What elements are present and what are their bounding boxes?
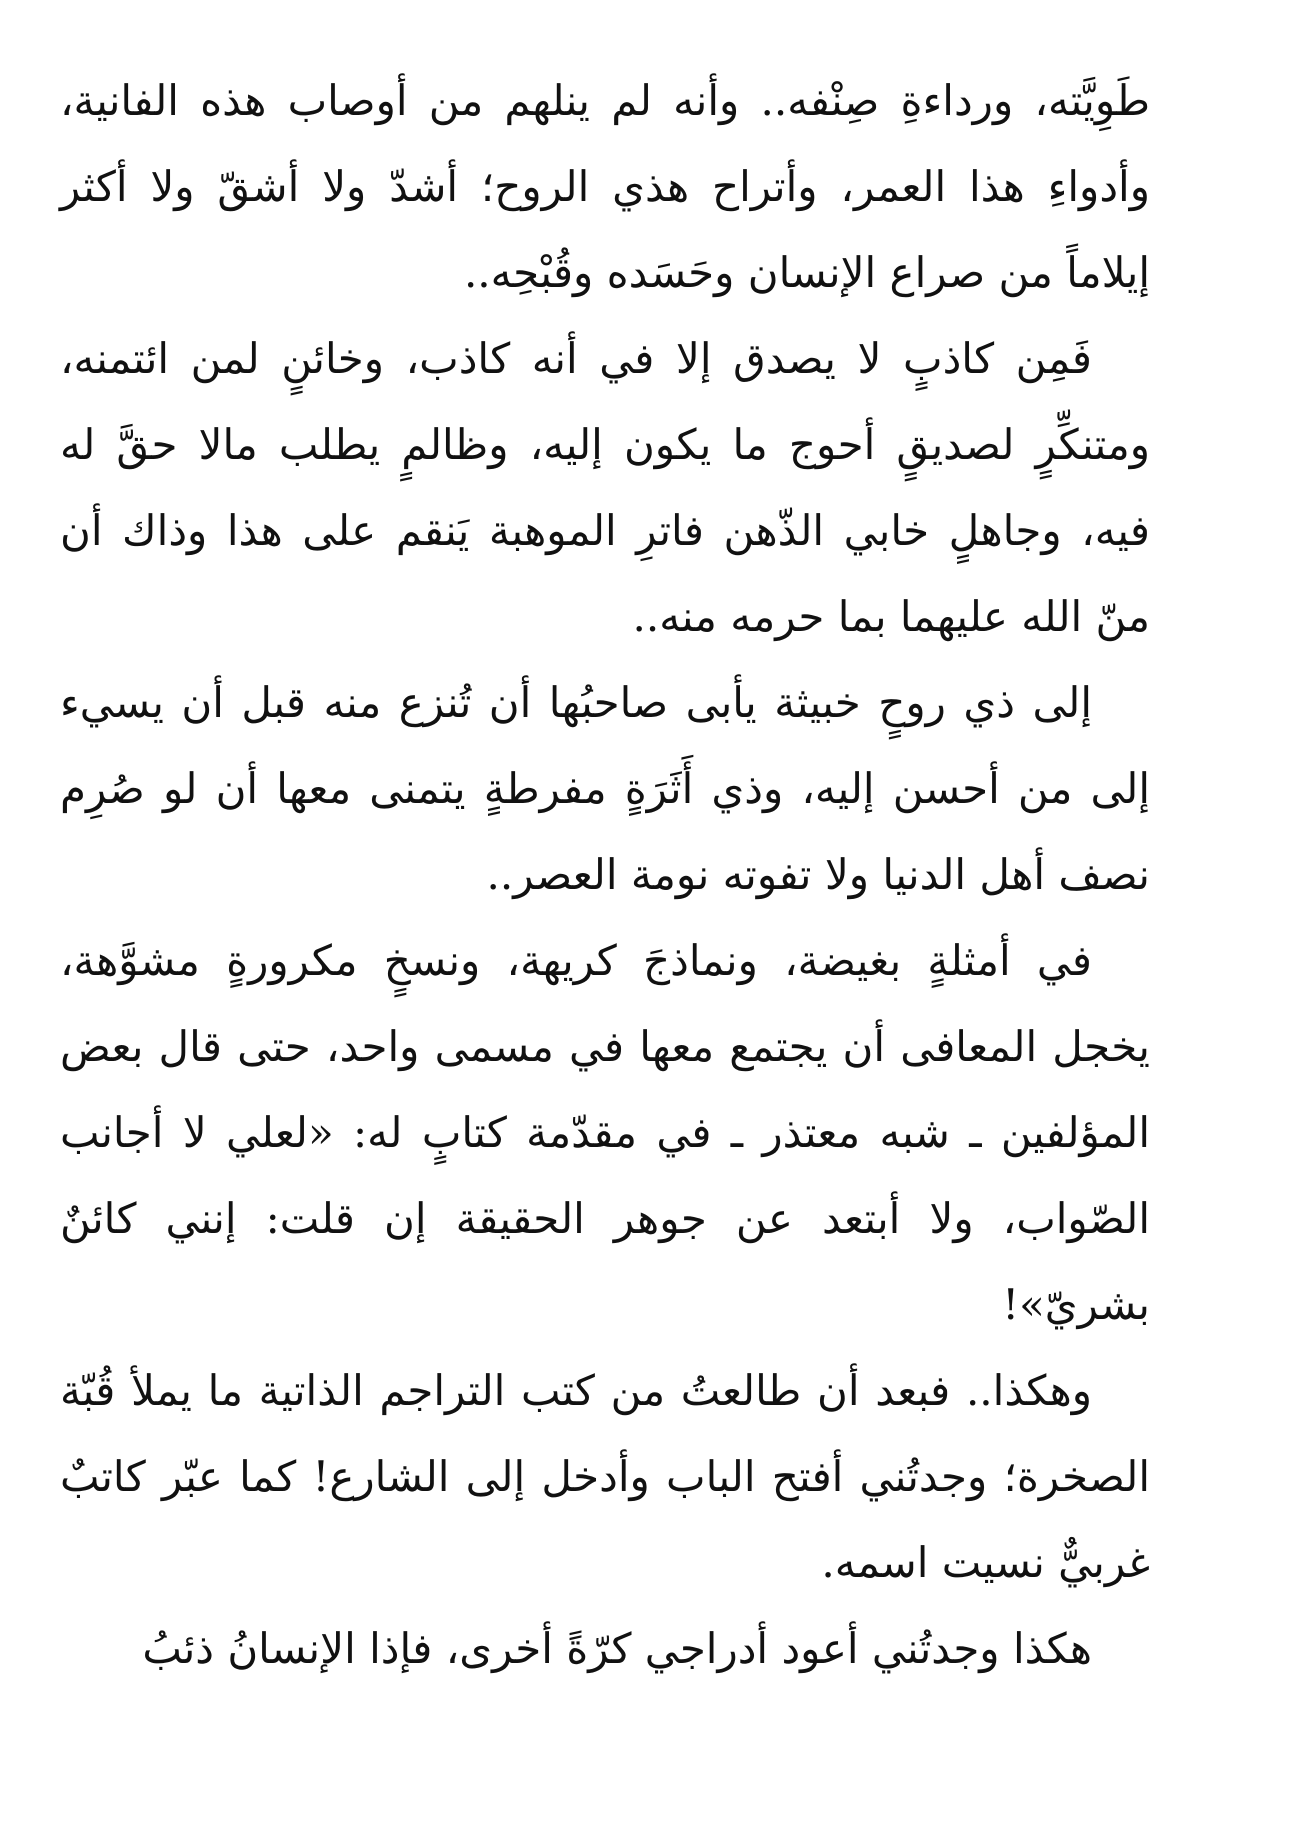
paragraph: وهكذا.. فبعد أن طالعتُ من كتب التراجم الذاتية ما يملأ قُبّة الصخرة؛ وجدتُني أفتح الباب وأدخل إلى الشارع! كما عبّر كاتبٌ غربيٌّ نسيت اسمه. [60,1366,1150,1587]
paragraph: فَمِن كاذبٍ لا يصدق إلا في أنه كاذب، وخائنٍ لمن ائتمنه، ومتنكِّرٍ لصديقٍ أحوج ما يكون إليه، وظالمٍ يطلب مالا حقَّ له فيه، وجاهلٍ خابي الذّهن فاترِ الموهبة يَنقم على هذا وذاك أن منّ الله عليهما بما حرمه منه.. [60,334,1150,641]
body-text [60,58,1150,1692]
paragraph: في أمثلةٍ بغيضة، ونماذجَ كريهة، ونسخٍ مكرورةٍ مشوَّهة، يخجل المعافى أن يجتمع معها في مسمى واحد، حتى قال بعض المؤلفين ـ شبه معتذر ـ في مقدّمة كتابٍ له: «لعلي لا أجانب الصّواب، ولا أبتعد عن جوهر الحقيقة إن قلت: إنني كائنٌ بشريّ»! [60,936,1151,1329]
paragraph: هكذا وجدتُني أعود أدراجي كرّةً أخرى، فإذا الإنسانُ ذئبُ [142,1624,1092,1673]
paragraph-continuation: طَوِيَّته، ورداءةِ صِنْفه.. وأنه لم ينلهم من أوصاب هذه الفانية، وأدواءِ هذا العمر، وأتراح هذي الروح؛ أشدّ ولا أشقّ ولا أكثر إيلاماً من صراع الإنسان وحَسَده وقُبْحِه.. [60,76,1150,297]
paragraph: إلى ذي روحٍ خبيثة يأبى صاحبُها أن تُنزع منه قبل أن يسيء إلى من أحسن إليه، وذي أَثَرَةٍ مفرطةٍ يتمنى معها أن لو صُرِم نصف أهل الدنيا ولا تفوته نومة العصر.. [60,678,1150,899]
